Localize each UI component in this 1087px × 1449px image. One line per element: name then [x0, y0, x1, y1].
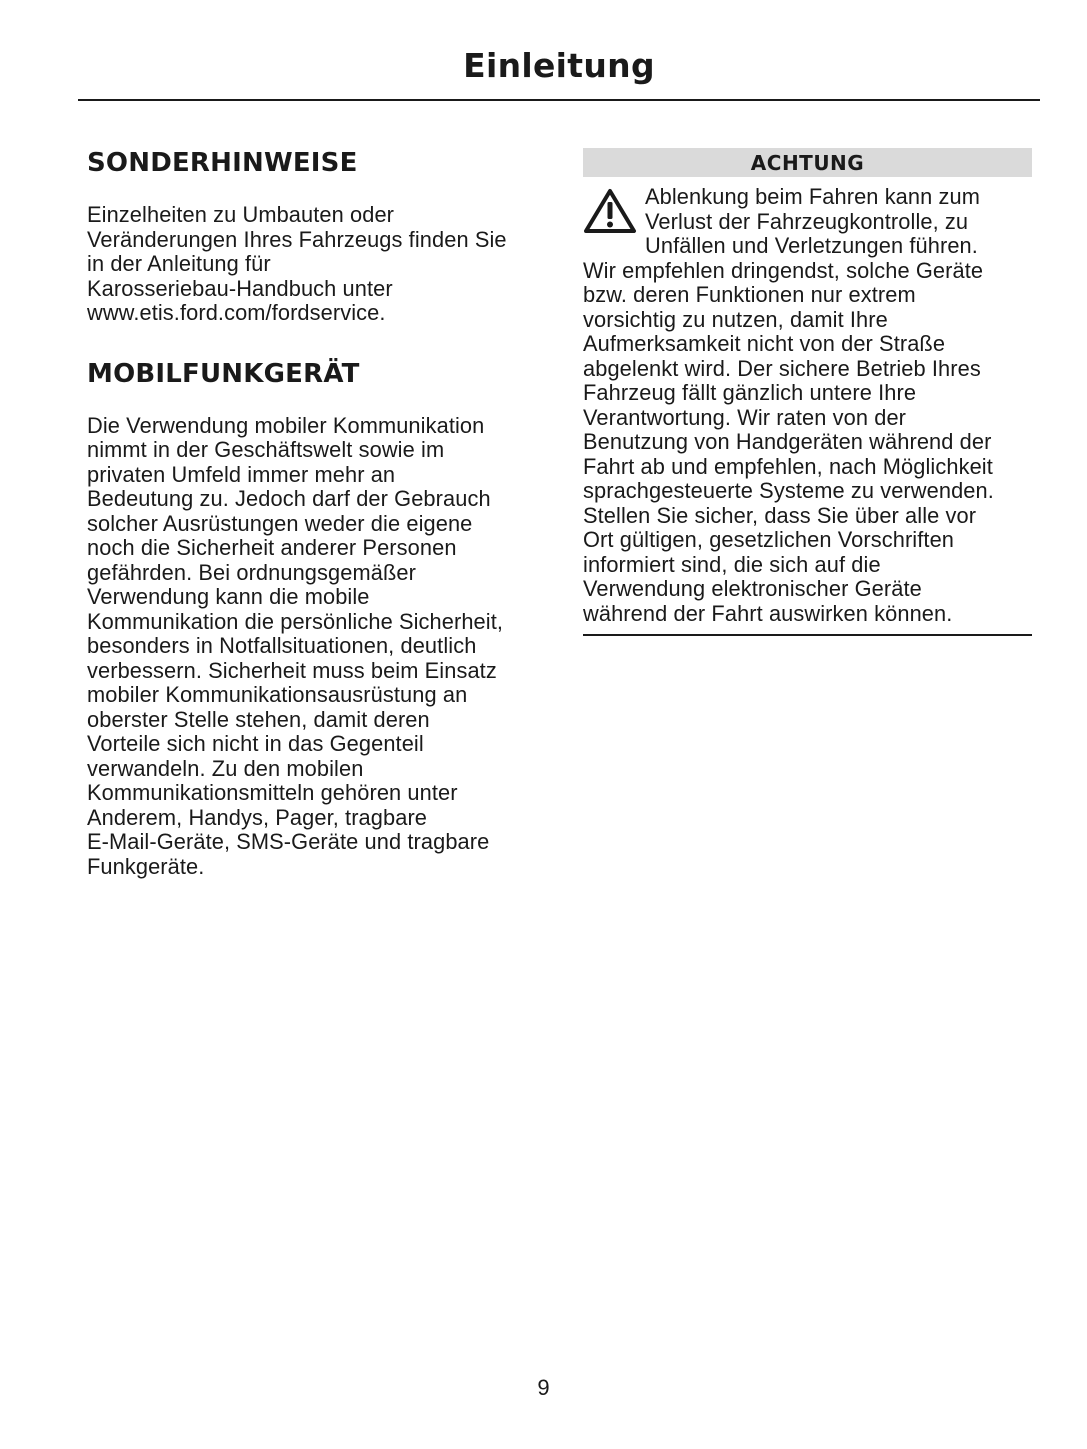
warning-triangle-icon — [583, 187, 637, 235]
section-heading-mobilfunkgeraet: MOBILFUNKGERÄT — [87, 358, 360, 389]
page-header — [78, 0, 1040, 101]
page-title: Einleitung — [463, 46, 655, 85]
warning-text: Wir empfehlen dringendst, solche Geräte bzw. deren Funktionen nur extrem vorsichtig zu nutzen, damit Ihre Aufmerksamkeit nicht von der Straße abgelenkt wird. Der sichere Betrieb Ihres Fahrzeug fällt gänzlich untere Ihre Verantwortung. Wir raten von der Benutzung von Handgeräten während der Fahrt ab und empfehlen, nach Möglichkeit sprachgesteuerte Systeme zu verwenden. Stellen Sie sicher, dass Sie über alle vor Ort gültigen, gesetzlichen Vorschriften informiert sind, die sich auf die Verwendung elektronischer Geräte während der Fahrt auswirken können. — [583, 257, 994, 626]
section-text-mobilfunkgeraet: Die Verwendung mobiler Kommunikation nimmt in der Geschäftswelt sowie im privaten Umfeld immer mehr an Bedeutung zu. Jedoch darf der Gebrauch solcher Ausrüstungen weder die eigene noch die Sicherheit anderer Personen gefährden. Bei ordnungsgemäßer Verwendung kann die mobile Kommunikation die persönliche Sicherheit, besonders in Notfallsituationen, deutlich verbessern. Sicherheit muss beim Einsatz mobiler Kommunikationsausrüstung an oberster Stelle stehen, damit deren Vorteile sich nicht in das Gegenteil verwandeln. Zu den mobilen Kommunikationsmitteln gehören unter Anderem, Handys, Pager, tragbare E-Mail-Geräte, SMS-Geräte und tragbare Funkgeräte. — [87, 412, 504, 879]
warning-label: ACHTUNG — [583, 148, 1032, 177]
page-number: 9 — [537, 1375, 550, 1400]
section-heading-sonderhinweise: SONDERHINWEISE — [87, 148, 358, 178]
warning-box — [583, 148, 1032, 636]
warning-lead-text: Ablenkung beim Fahren kann zum Verlust der Fahrzeugkontrolle, zu Unfällen und Verletzungen führen. — [645, 184, 980, 258]
warning-body — [583, 185, 1032, 636]
left-column — [87, 143, 547, 879]
section-text-sonderhinweise: Einzelheiten zu Umbauten oder Veränderungen Ihres Fahrzeugs finden Sie in der Anleitung für Karosseriebau-Handbuch unter www.etis.ford.com/fordservice. — [87, 202, 507, 325]
